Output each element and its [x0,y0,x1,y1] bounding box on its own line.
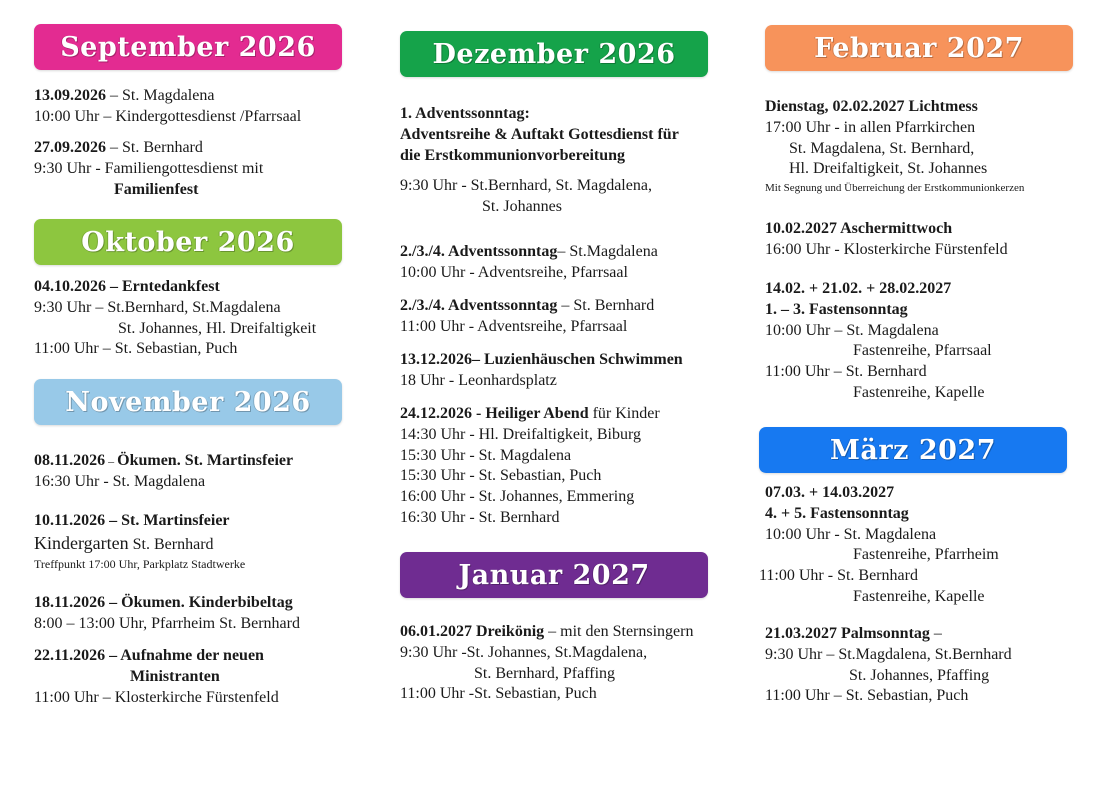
event-13-12 [400,350,750,392]
event-line: St. Bernhard, Pfaffing [474,664,616,682]
event-line: 10:00 Uhr - St. Magdalena [765,525,937,543]
event-title: 2./3./4. Adventssonntag [400,243,558,260]
event-line [34,532,374,556]
event-title: 24.12.2026 - Heiliger Abend [400,405,589,422]
event-heading [34,86,374,107]
separator: – [929,625,942,642]
event-title: 06.01.2027 Dreikönig [400,623,545,640]
event-line: 10:00 Uhr - Adventsreihe, Pfarrsaal [400,263,628,281]
event-10-11 [34,511,374,572]
event-line: St. Magdalena, St. Bernhard, [789,139,975,157]
event-title: Ökumen. St. Martinsfeier [117,452,294,469]
event-line: 11:00 Uhr - St. Bernhard [759,567,918,585]
event-heading: 1. Adventssonntag: [400,105,530,122]
event-heading: 4. + 5. Fastensonntag [765,504,909,522]
event-line: 16:30 Uhr - St. Magdalena [34,472,206,490]
event-22-11 [34,646,374,708]
event-heading: 13.12.2026– Luzienhäuschen Schwimmen [400,351,683,368]
month-header-november: November 2026 [34,379,342,425]
month-header-dezember: Dezember 2026 [400,31,708,77]
event-line: 9:30 Uhr - Familiengottesdienst mit [34,159,264,177]
event-place: – St. Bernhard [557,297,655,314]
event-heading [34,138,374,159]
month-header-september: September 2026 [34,24,342,70]
event-fastensonntag-1-3 [765,279,1115,404]
month-header-maerz: März 2027 [759,427,1067,473]
event-line: 9:30 Uhr – St.Magdalena, St.Bernhard [765,645,1012,663]
event-line: 9:30 Uhr -St. Johannes, St.Magdalena, [400,643,648,661]
event-note: Mit Segnung und Überreichung der Erstkommunionkerzen [765,182,1025,195]
event-line: 16:30 Uhr - St. Bernhard [400,508,560,526]
event-heading: Dienstag, 02.02.2027 Lichtmess [765,98,978,115]
event-line: 14:30 Uhr - Hl. Dreifaltigkeit, Biburg [400,425,641,443]
event-date: 27.09.2026 [34,139,106,156]
event-heading-cont: Ministranten [130,667,220,685]
event-21-03 [765,624,1115,707]
event-1-advent [400,104,750,218]
event-line: 16:00 Uhr - Klosterkirche Fürstenfeld [765,240,1008,258]
event-advent-magdalena [400,242,750,284]
event-06-01 [400,622,750,705]
event-heading [400,622,750,643]
event-heading: 07.03. + 14.03.2027 [765,484,895,501]
event-place: St. Bernhard [128,535,214,553]
event-heading [400,242,750,263]
event-line: 15:30 Uhr - St. Sebastian, Puch [400,467,602,485]
event-line: St. Johannes, Pfaffing [849,666,990,684]
event-line: Fastenreihe, Pfarrsaal [853,342,992,360]
event-date: 13.09.2026 [34,87,106,104]
event-line: 9:30 Uhr – St.Bernhard, St.Magdalena [34,298,281,316]
event-line: Fastenreihe, Kapelle [853,587,985,605]
event-heading: 04.10.2026 – Erntedankfest [34,278,220,295]
separator: – [106,87,122,104]
event-line: Fastenreihe, Pfarrheim [853,546,999,564]
event-line: 11:00 Uhr – Klosterkirche Fürstenfeld [34,688,279,706]
event-note: für Kinder [588,405,660,422]
event-line: 8:00 – 13:00 Uhr, Pfarrheim St. Bernhard [34,614,300,632]
event-line: St. Johannes [482,198,562,216]
event-line: 15:30 Uhr - St. Magdalena [400,446,572,464]
event-title: Kindergarten [34,532,129,553]
event-heading: 10.02.2027 Aschermittwoch [765,220,953,237]
event-heading: die Erstkommunionvorbereitung [400,146,626,164]
event-line: 10:00 Uhr – Kindergottesdienst /Pfarrsaal [34,107,302,125]
event-08-11 [34,451,374,493]
event-place: St. Magdalena [122,87,215,104]
event-note: Treffpunkt 17:00 Uhr, Parkplatz Stadtwerke [34,556,246,571]
event-date: 08.11.2026 [34,452,106,469]
event-18-11 [34,593,374,635]
event-line: Fastenreihe, Kapelle [853,383,985,401]
event-heading: 14.02. + 21.02. + 28.02.2027 [765,280,952,297]
event-title: 2./3./4. Adventssonntag [400,297,558,314]
event-02-02 [765,97,1115,196]
separator: – [106,139,122,156]
month-header-februar: Februar 2027 [765,25,1073,71]
event-heading: 22.11.2026 – Aufnahme der neuen [34,647,264,664]
event-line: 11:00 Uhr – St. Bernhard [765,363,927,381]
event-heading [400,296,750,317]
event-heading: 1. – 3. Fastensonntag [765,300,908,318]
event-heading [400,404,750,425]
event-10-02 [765,219,1115,261]
event-line: 11:00 Uhr – St. Sebastian, Puch [765,687,969,705]
event-heading: Adventsreihe & Auftakt Gottesdienst für [400,125,679,143]
event-line: 18 Uhr - Leonhardsplatz [400,371,557,389]
event-place: St. Bernhard [122,139,203,156]
month-header-januar: Januar 2027 [400,552,708,598]
month-header-oktober: Oktober 2026 [34,219,342,265]
event-27-09 [34,138,374,200]
event-13-09 [34,86,374,128]
event-title: 21.03.2027 Palmsonntag [765,625,930,642]
event-line: 9:30 Uhr - St.Bernhard, St. Magdalena, [400,177,652,195]
event-line: Hl. Dreifaltigkeit, St. Johannes [789,160,988,178]
event-note: – mit den Sternsingern [544,623,694,640]
event-line: 11:00 Uhr – St. Sebastian, Puch [34,340,238,358]
event-heading [34,451,374,472]
event-line: 17:00 Uhr - in allen Pfarrkirchen [765,118,976,136]
separator: – [105,454,118,468]
event-line: St. Johannes, Hl. Dreifaltigkeit [118,319,317,337]
event-fastensonntag-4-5 [759,483,1115,608]
event-line: 11:00 Uhr -St. Sebastian, Puch [400,685,597,703]
event-heading: 10.11.2026 – St. Martinsfeier [34,512,230,529]
event-heading [765,624,1115,645]
event-line: 11:00 Uhr - Adventsreihe, Pfarrsaal [400,317,628,335]
event-line: 16:00 Uhr - St. Johannes, Emmering [400,488,635,506]
event-place: – St.Magdalena [557,243,658,260]
event-advent-bernhard [400,296,750,338]
event-24-12 [400,404,750,529]
event-heading: 18.11.2026 – Ökumen. Kinderbibeltag [34,594,293,611]
event-line: 10:00 Uhr – St. Magdalena [765,321,939,339]
event-line: Familienfest [114,180,199,198]
event-04-10 [34,277,374,360]
